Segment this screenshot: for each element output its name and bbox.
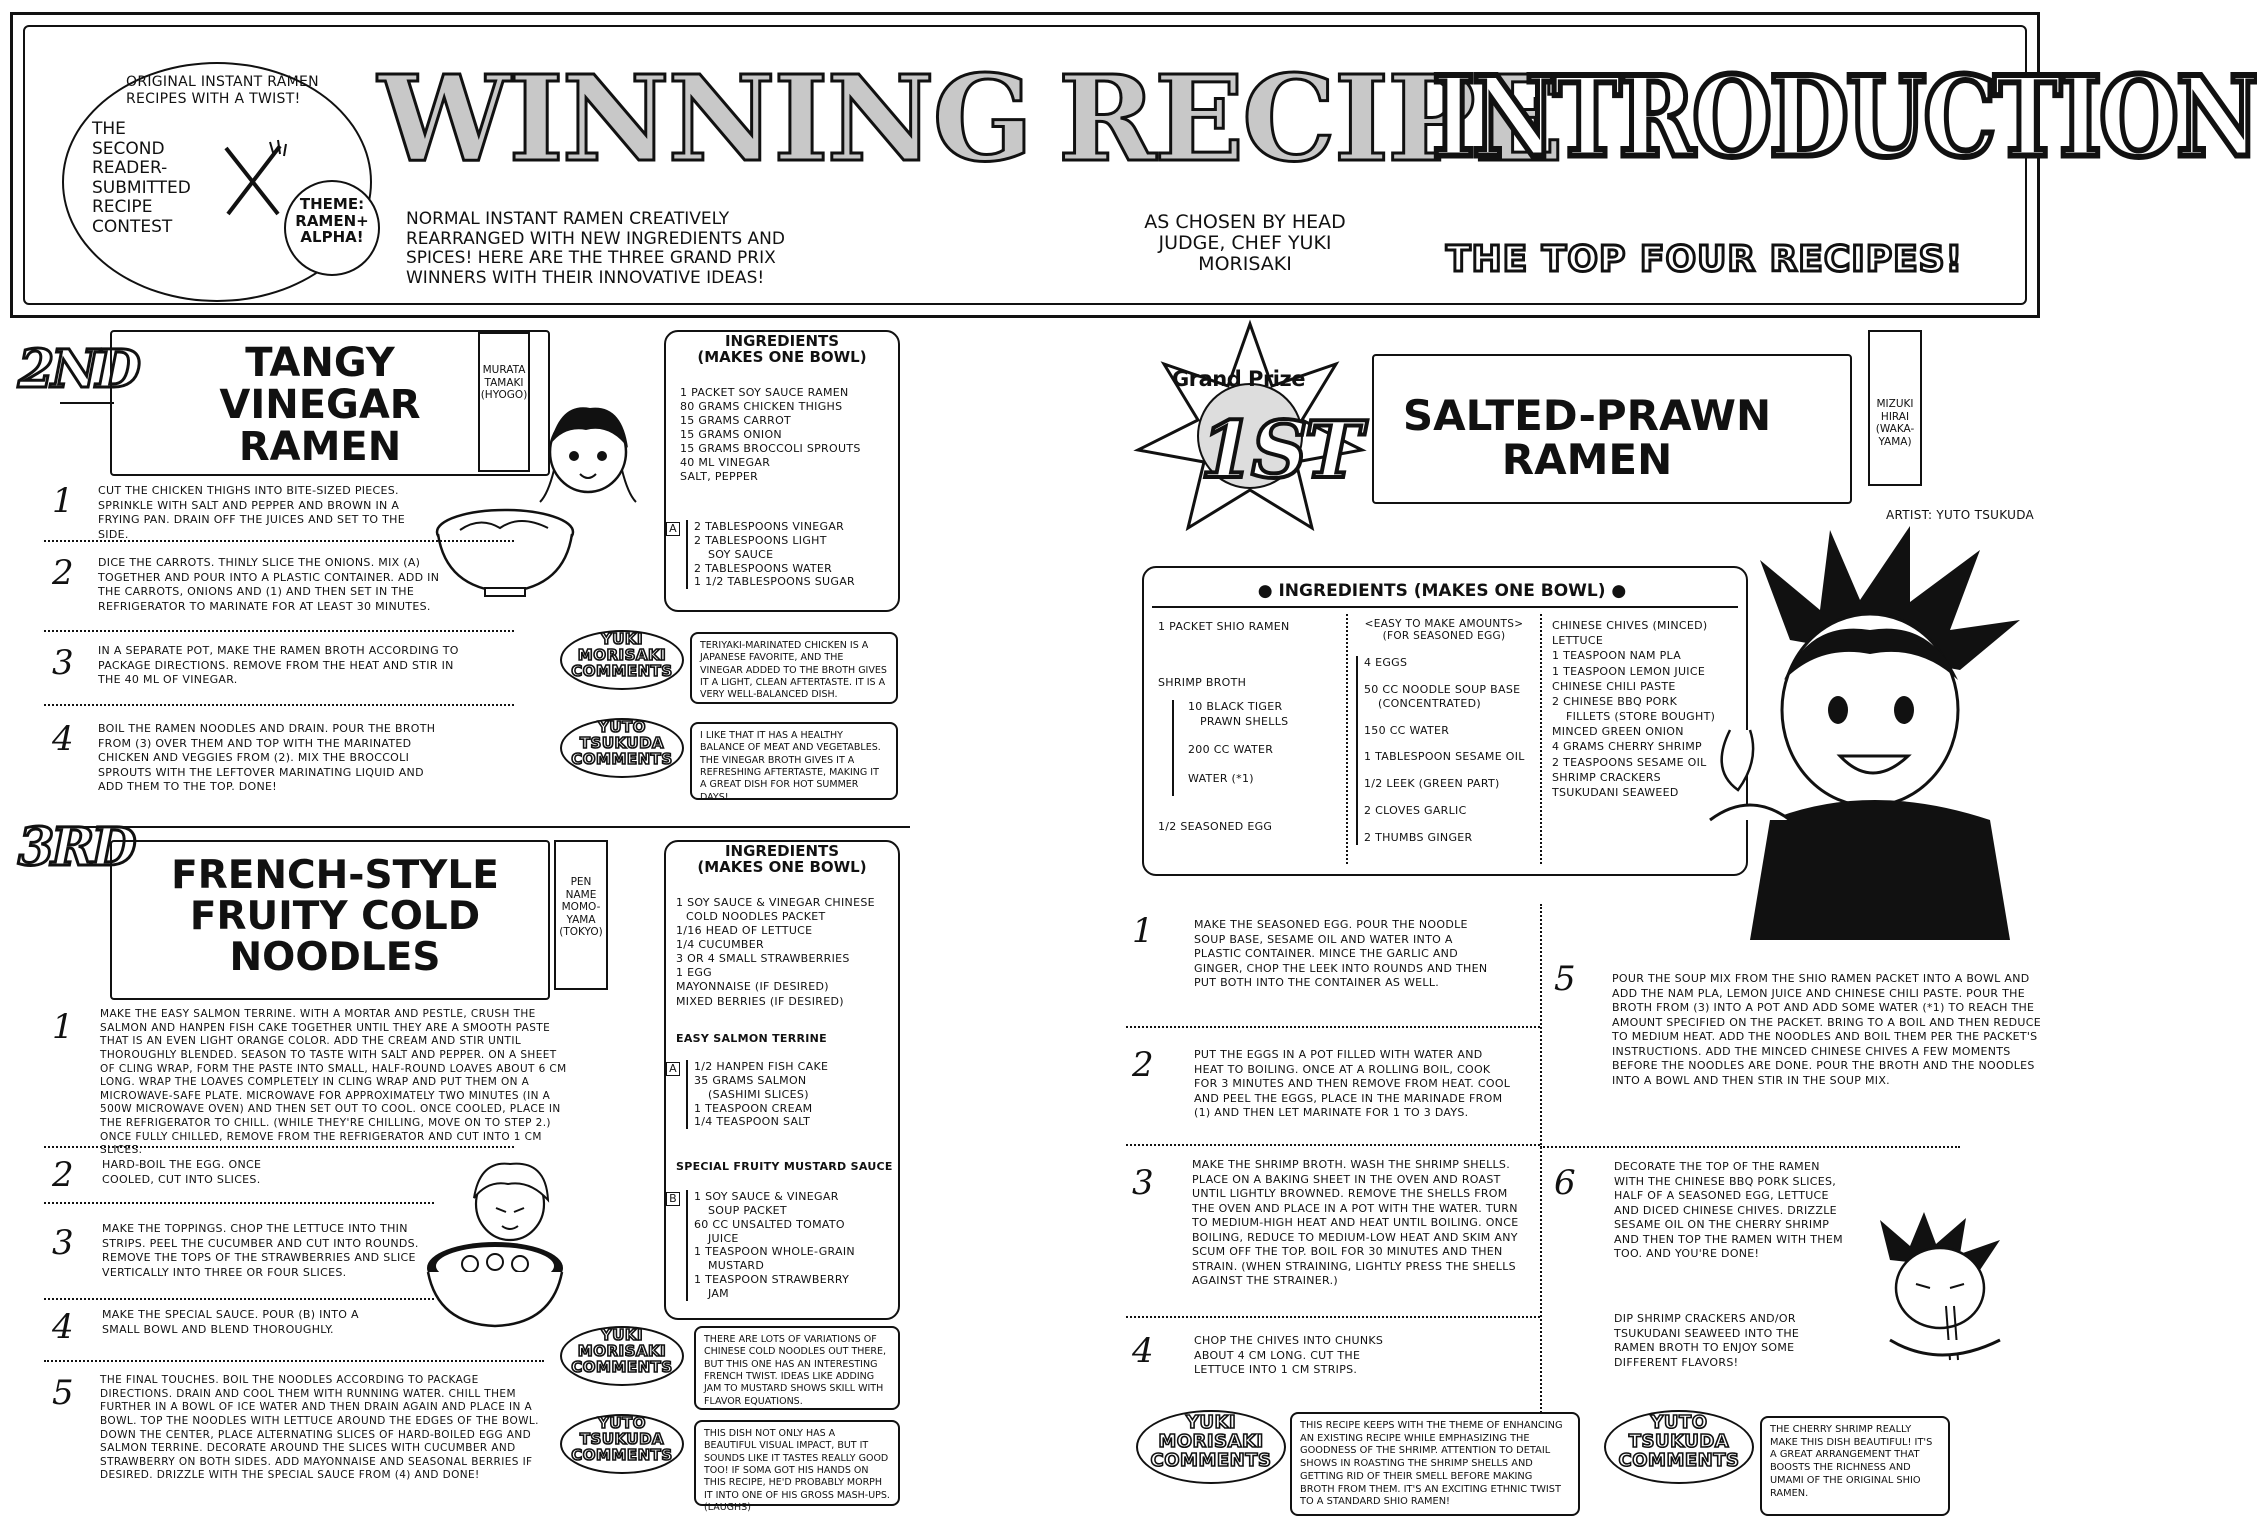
step-1st-5: POUR THE SOUP MIX FROM THE SHIO RAMEN PACKET INTO A BOWL AND ADD THE NAM PLA, LEMON JUICE AND CHINESE CHILI PASTE. POUR THE BROTH FROM (3) INTO A POT AND ADD SOME WATER (*1) TO REACH THE AMOUNT SPECIFIED ON THE PACKET. BRING TO A BOIL AND THEN REDUCE TO MEDIUM HEAT. ADD THE NOODLES AND BOIL THEM PER THE PACKET'S INSTRUCTIONS. ADD THE MINCED CHINESE CHIVES A FEW MOMENTS BEFORE THE NOODLES ARE DONE. POUR THE BROTH AND THE NOODLES INTO A BOWL AND THEN STIR IN THE SOUP MIX. — [1612, 972, 2041, 1087]
recipe-title-1st: SALTED-PRAWN RAMEN — [1402, 391, 1772, 485]
title-recipe: RECIPE — [1058, 49, 1562, 188]
recipe-title-2nd: TANGY VINEGAR RAMEN — [219, 340, 421, 470]
divider — [44, 1298, 434, 1300]
ing-col2-list: 4 EGGS 50 CC NOODLE SOUP BASE (CONCENTRATED) 150 CC WATER 1 TABLESPOON SESAME OIL 1/2 LEEK (GREEN PART) 2 CLOVES GARLIC 2 THUMBS GINGER — [1356, 656, 1536, 845]
step-number-2nd-4: 4 — [52, 719, 74, 759]
step-1st-4: CHOP THE CHIVES INTO CHUNKS ABOUT 4 CM LONG. CUT THE LETTUCE INTO 1 CM STRIPS. — [1194, 1334, 1384, 1377]
place-1st: 1ST — [1200, 405, 1360, 496]
ingredients-rule-1st — [1152, 606, 1738, 608]
step-2nd-2: DICE THE CARROTS. THINLY SLICE THE ONIONS. MIX (A) TOGETHER AND POUR INTO A PLASTIC CONTAINER. ADD IN THE CARROTS, ONIONS AND (1) AND THEN SET IN THE REFRIGERATOR TO MARINATE FOR AT LEAST 30 MINUTES. — [98, 556, 440, 613]
yuki-comment-3rd: THERE ARE LOTS OF VARIATIONS OF CHINESE COLD NOODLES OUT THERE, BUT THIS ONE HAS AN INTERESTING FRENCH TWIST. IDEAS LIKE ADDING JAM TO MUSTARD SHOWS SKILL WITH FLAVOR EQUATIONS. — [694, 1326, 900, 1410]
ingredients-list-2nd: 1 PACKET SOY SAUCE RAMEN 80 GRAMS CHICKEN THIGHS 15 GRAMS CARROT 15 GRAMS ONION 15 GRAMS BROCCOLI SPROUTS 40 ML VINEGAR SALT, PEPPER — [680, 386, 861, 484]
step-number-3rd-4: 4 — [52, 1307, 74, 1347]
place-2nd: 2ND — [18, 339, 138, 400]
chosen-by: AS CHOSEN BY HEAD JUDGE, CHEF YUKI MORISAKI — [1144, 211, 1346, 275]
title-winning: WINNING — [378, 49, 1032, 188]
step-number-1st-1: 1 — [1132, 911, 1154, 951]
divider — [1540, 1146, 1960, 1148]
terrine-list: 1/2 HANPEN FISH CAKE 35 GRAMS SALMON (SASHIMI SLICES) 1 TEASPOON CREAM 1/4 TEASPOON SALT — [686, 1060, 891, 1129]
ing-col1-egg: 1/2 SEASONED EGG — [1158, 820, 1273, 833]
yuto-comment-3rd: THIS DISH NOT ONLY HAS A BEAUTIFUL VISUAL IMPACT, BUT IT SOUNDS LIKE IT TASTES REALLY GOOD TOO! IF SOMA GOT HIS HANDS ON THIS RECIPE, HE'D PROBABLY MORPH IT INTO ONE OF HIS GROSS MASH-UPS. (LAUGHS) — [694, 1420, 900, 1506]
artist-credit: ARTIST: YUTO TSUKUDA — [1886, 508, 2035, 522]
yuto-comment-2nd: I LIKE THAT IT HAS A HEALTHY BALANCE OF MEAT AND VEGETABLES. THE VINEGAR BROTH GIVES IT A REFRESHING AFTERTASTE, MAKING IT A GREAT DISH FOR HOT SUMMER DAYS! — [690, 722, 898, 800]
step-2nd-3: IN A SEPARATE POT, MAKE THE RAMEN BROTH ACCORDING TO PACKAGE DIRECTIONS. REMOVE FROM THE HEAT AND STIR IN THE 40 ML OF VINEGAR. — [98, 644, 459, 687]
divider — [1126, 1144, 1540, 1146]
ingredients-header-1st: ● INGREDIENTS (MAKES ONE BOWL) ● — [1257, 581, 1627, 601]
title-introduction: INTRODUCTION — [1432, 52, 2257, 183]
divider — [1126, 1026, 1540, 1028]
header-subtitle: THE TOP FOUR RECIPES! — [1446, 239, 1964, 280]
terrine-title: EASY SALMON TERRINE — [676, 1032, 827, 1045]
cold-noodle-bowl-illustration — [420, 1232, 570, 1332]
ing-col2-header: <EASY TO MAKE AMOUNTS> (FOR SEASONED EGG) — [1364, 618, 1524, 643]
author-plate-3rd: PEN NAME MOMO- YAMA (TOKYO) — [554, 840, 608, 990]
ramen-bowl-illustration — [430, 492, 580, 602]
step-number-1st-6: 6 — [1554, 1163, 1576, 1203]
yuki-label-1st: YUKI MORISAKI COMMENTS — [1150, 1412, 1272, 1471]
yuki-comment-2nd: TERIYAKI-MARINATED CHICKEN IS A JAPANESE FAVORITE, AND THE VINEGAR ADDED TO THE BROTH GIVES IT A LIGHT, CLEAN AFTERTASTE. IT IS A VERY WELL-BALANCED DISH. — [690, 632, 898, 704]
ing-col1-broth-label: SHRIMP BROTH — [1158, 676, 1247, 689]
step-3rd-2: HARD-BOIL THE EGG. ONCE COOLED, CUT INTO SLICES. — [102, 1158, 262, 1186]
title-rule-2nd — [60, 402, 114, 404]
grand-prize-label: Grand Prize — [1172, 367, 1305, 391]
divider — [44, 704, 514, 706]
step-3rd-3: MAKE THE TOPPINGS. CHOP THE LETTUCE INTO THIN STRIPS. PEEL THE CUCUMBER AND CUT INTO ROUNDS. REMOVE THE TOPS OF THE STRAWBERRIES AND SLICE VERTICALLY INTO THREE OR FOUR SLICES. — [102, 1222, 419, 1279]
step-1st-3: MAKE THE SHRIMP BROTH. WASH THE SHRIMP SHELLS. PLACE ON A BAKING SHEET IN THE OVEN AND ROAST UNTIL LIGHTLY BROWNED. REMOVE THE SHELLS FROM THE OVEN AND PLACE IN A POT WITH THE WATER. TURN TO MEDIUM-HIGH HEAT AND HEAT UNTIL BOILING. ONCE BOILING, REDUCE TO MEDIUM-LOW HEAT AND SKIM ANY SCUM OFF THE TOP. BOIL FOR 30 MINUTES AND THEN STRAIN. (WHEN STRAINING, LIGHTLY PRESS THE SHELLS AGAINST THE STRAINER.) — [1192, 1158, 1519, 1288]
eating-ramen-illustration — [1850, 1210, 2030, 1370]
divider — [1126, 1316, 1540, 1318]
step-number-2nd-2: 2 — [52, 553, 74, 593]
author-plate-1st: MIZUKI HIRAI (WAKA- YAMA) — [1868, 330, 1922, 486]
yuki-label-2nd: YUKI MORISAKI COMMENTS — [571, 630, 673, 680]
step-2nd-1: CUT THE CHICKEN THIGHS INTO BITE-SIZED PIECES. SPRINKLE WITH SALT AND PEPPER AND BROWN IN A FRYING PAN. DRAIN OFF THE JUICES AND SET TO THE SIDE. — [98, 484, 405, 541]
step-number-3rd-3: 3 — [52, 1223, 74, 1263]
step-number-1st-3: 3 — [1132, 1163, 1154, 1203]
group-label-b-3rd: B — [666, 1192, 680, 1206]
step-1st-1: MAKE THE SEASONED EGG. POUR THE NOODLE SOUP BASE, SESAME OIL AND WATER INTO A PLASTIC CONTAINER. MINCE THE GARLIC AND GINGER, CHOP THE LEEK INTO ROUNDS AND THEN PUT BOTH INTO THE CONTAINER AS WELL. — [1194, 918, 1488, 990]
divider — [44, 540, 514, 542]
step-2nd-4: BOIL THE RAMEN NOODLES AND DRAIN. POUR THE BROTH FROM (3) OVER THEM AND TOP WITH THE MARINATED CHICKEN AND VEGGIES FROM (2). MIX THE BROCCOLI SPROUTS WITH THE LEFTOVER MARINATING LIQUID AND ADD THEM TO THE TOP. DONE! — [98, 722, 436, 794]
sauce-list: 1 SOY SAUCE & VINEGAR SOUP PACKET 60 CC UNSALTED TOMATO JUICE 1 TEASPOON WHOLE-GRAIN MUSTARD 1 TEASPOON STRAWBERRY JAM — [686, 1190, 891, 1301]
ingredients-list-3rd: 1 SOY SAUCE & VINEGAR CHINESE COLD NOODLES PACKET 1/16 HEAD OF LETTUCE 1/4 CUCUMBER 3 OR 4 SMALL STRAWBERRIES 1 EGG MAYONNAISE (IF DESIRED) MIXED BERRIES (IF DESIRED) — [676, 896, 875, 1008]
step-1st-6: DECORATE THE TOP OF THE RAMEN WITH THE CHINESE BBQ PORK SLICES, HALF OF A SEASONED EGG, LETTUCE AND DICED CHINESE CHIVES. DRIZZLE SESAME OIL ON THE CHERRY SHRIMP AND THEN TOP THE RAMEN WITH THEM TOO. AND YOU'RE DONE! — [1614, 1160, 1843, 1261]
divider — [44, 1360, 544, 1362]
sauce-title: SPECIAL FRUITY MUSTARD SAUCE — [676, 1160, 893, 1173]
step-number-1st-2: 2 — [1132, 1045, 1154, 1085]
author-plate-2nd: MURATA TAMAKI (HYOGO) — [478, 332, 530, 472]
header-description: NORMAL INSTANT RAMEN CREATIVELY REARRANGED WITH NEW INGREDIENTS AND SPICES! HERE ARE THE THREE GRAND PRIX WINNERS WITH THEIR INNOVATIVE IDEAS! — [406, 209, 785, 288]
section-rule-3rd — [60, 826, 910, 828]
group-a-list-2nd: 2 TABLESPOONS VINEGAR 2 TABLESPOONS LIGHT SOY SAUCE 2 TABLESPOONS WATER 1 1/2 TABLESPOONS SUGAR — [686, 520, 891, 589]
step-number-2nd-3: 3 — [52, 643, 74, 683]
recipe-title-3rd: FRENCH-STYLE FRUITY COLD NOODLES — [171, 853, 499, 980]
step-3rd-1: MAKE THE EASY SALMON TERRINE. WITH A MORTAR AND PESTLE, CRUSH THE SALMON AND HANPEN FISH CAKE TOGETHER UNTIL THEY ARE A SMOOTH PASTE THAT IS AN EVEN LIGHT ORANGE COLOR. ADD THE CREAM AND STIR UNTIL THOROUGHLY BLENDED. SEASON TO TASTE WITH SALT AND PEPPER. ON A SHEET OF CLING WRAP, FORM THE PASTE INTO SMALL, HALF-ROUND LOAVES ABOUT 6 CM LONG. WRAP THE LOAVES COMPLETELY IN CLING WRAP AND PUT THEM ON A MICROWAVE-SAFE PLATE. MICROWAVE FOR APPROXIMATELY TWO MINUTES (IN A 500W MICROWAVE OVEN) AND THEN SET OUT TO COOL. ONCE COOLED, PLACE IN THE REFRIGERATOR TO CHILL. (WHILE THEY'RE CHILLING, MOVE ON TO STEP 2.) ONCE FULLY CHILLED, REMOVE FROM THE REFRIGERATOR AND CUT INTO 1 CM SLICES. — [100, 1008, 567, 1157]
ingredients-divider — [1346, 614, 1348, 864]
ing-col3-list: CHINESE CHIVES (MINCED) LETTUCE 1 TEASPOON NAM PLA 1 TEASPOON LEMON JUICE CHINESE CHILI PASTE 2 CHINESE BBQ PORK FILLETS (STORE BOUGHT) MINCED GREEN ONION 4 GRAMS CHERRY SHRIMP 2 TEASPOONS SESAME OIL SHRIMP CRACKERS TSUKUDANI SEAWEED — [1552, 619, 1716, 799]
ingredients-header-3rd: INGREDIENTS (MAKES ONE BOWL) — [697, 842, 867, 876]
step-number-1st-4: 4 — [1132, 1331, 1154, 1371]
divider — [44, 630, 514, 632]
step-number-3rd-1: 1 — [52, 1007, 74, 1047]
ing-col1-packet: 1 PACKET SHIO RAMEN — [1158, 620, 1290, 633]
yuto-label-1st: YUTO TSUKUDA COMMENTS — [1618, 1412, 1740, 1471]
step-number-2nd-1: 1 — [52, 481, 74, 521]
group-label-a-2nd: A — [666, 522, 680, 536]
yuto-label-2nd: YUTO TSUKUDA COMMENTS — [571, 718, 673, 768]
yuto-label-3rd: YUTO TSUKUDA COMMENTS — [571, 1414, 673, 1464]
ingredients-header-2nd: INGREDIENTS (MAKES ONE BOWL) — [697, 332, 867, 366]
tagline: ORIGINAL INSTANT RAMEN RECIPES WITH A TWIST! — [126, 74, 319, 107]
contest-label: THE SECOND READER- SUBMITTED RECIPE CONTEST — [92, 119, 191, 237]
yuki-label-3rd: YUKI MORISAKI COMMENTS — [571, 1326, 673, 1376]
divider — [44, 1202, 434, 1204]
step-number-3rd-2: 2 — [52, 1155, 74, 1195]
chef-holding-shrimp-illustration — [1690, 520, 2030, 940]
fork-knife-icon — [218, 140, 288, 220]
place-3rd: 3RD — [18, 817, 134, 878]
step-number-1st-5: 5 — [1554, 959, 1576, 999]
theme-badge: THEME: RAMEN+ ALPHA! — [284, 180, 380, 276]
yuto-comment-1st: THE CHERRY SHRIMP REALLY MAKE THIS DISH BEAUTIFUL! IT'S A GREAT ARRANGEMENT THAT BOOSTS THE RICHNESS AND UMAMI OF THE ORIGINAL SHIO RAMEN. — [1760, 1416, 1950, 1516]
ing-col1-broth: 10 BLACK TIGER PRAWN SHELLS 200 CC WATER WATER (*1) — [1172, 700, 1288, 796]
step-3rd-4: MAKE THE SPECIAL SAUCE. POUR (B) INTO A SMALL BOWL AND BLEND THOROUGHLY. — [102, 1308, 359, 1336]
steps-column-divider — [1540, 904, 1542, 1464]
tip-text: DIP SHRIMP CRACKERS AND/OR TSUKUDANI SEAWEED INTO THE RAMEN BROTH TO ENJOY SOME DIFFERENT FLAVORS! — [1614, 1312, 1800, 1369]
step-3rd-5: THE FINAL TOUCHES. BOIL THE NOODLES ACCORDING TO PACKAGE DIRECTIONS. DRAIN AND COOL THEM WITH RUNNING WATER. CHILL THEM FURTHER IN A BOWL OF ICE WATER AND THEN DRAIN AGAIN AND PLACE IN A BOWL. TOP THE NOODLES WITH LETTUCE AROUND THE EDGES OF THE BOWL. DOWN THE CENTER, PLACE ALTERNATING SLICES OF HARD-BOILED EGG AND SALMON TERRINE. DECORATE AROUND THE SLICES WITH CUCUMBER AND STRAWBERRY ON BOTH SIDES. ADD MAYONNAISE AND SEASONAL BERRIES IF DESIRED. DRIZZLE WITH THE SPECIAL SAUCE FROM (4) AND DONE! — [100, 1374, 539, 1482]
step-number-3rd-5: 5 — [52, 1373, 74, 1413]
group-label-a-3rd: A — [666, 1062, 680, 1076]
ingredients-divider — [1540, 614, 1542, 864]
step-1st-2: PUT THE EGGS IN A POT FILLED WITH WATER AND HEAT TO BOILING. ONCE AT A ROLLING BOIL, COOK FOR 3 MINUTES AND THEN REMOVE FROM HEAT. COOL AND PEEL THE EGGS, PLACE IN THE MARINADE FROM (1) AND THEN LET MARINATE FOR 1 TO 3 DAYS. — [1194, 1048, 1511, 1120]
yuki-comment-1st: THIS RECIPE KEEPS WITH THE THEME OF ENHANCING AN EXISTING RECIPE WHILE EMPHASIZING THE GOODNESS OF THE SHRIMP. ATTENTION TO DETAIL SHOWS IN ROASTING THE SHRIMP SHELLS AND GETTING RID OF THEIR SMELL BEFORE MAKING BROTH FROM THEM. IT'S AN EXCITING ETHNIC TWIST TO A STANDARD SHIO RAMEN! — [1290, 1412, 1580, 1516]
divider — [44, 1146, 514, 1148]
